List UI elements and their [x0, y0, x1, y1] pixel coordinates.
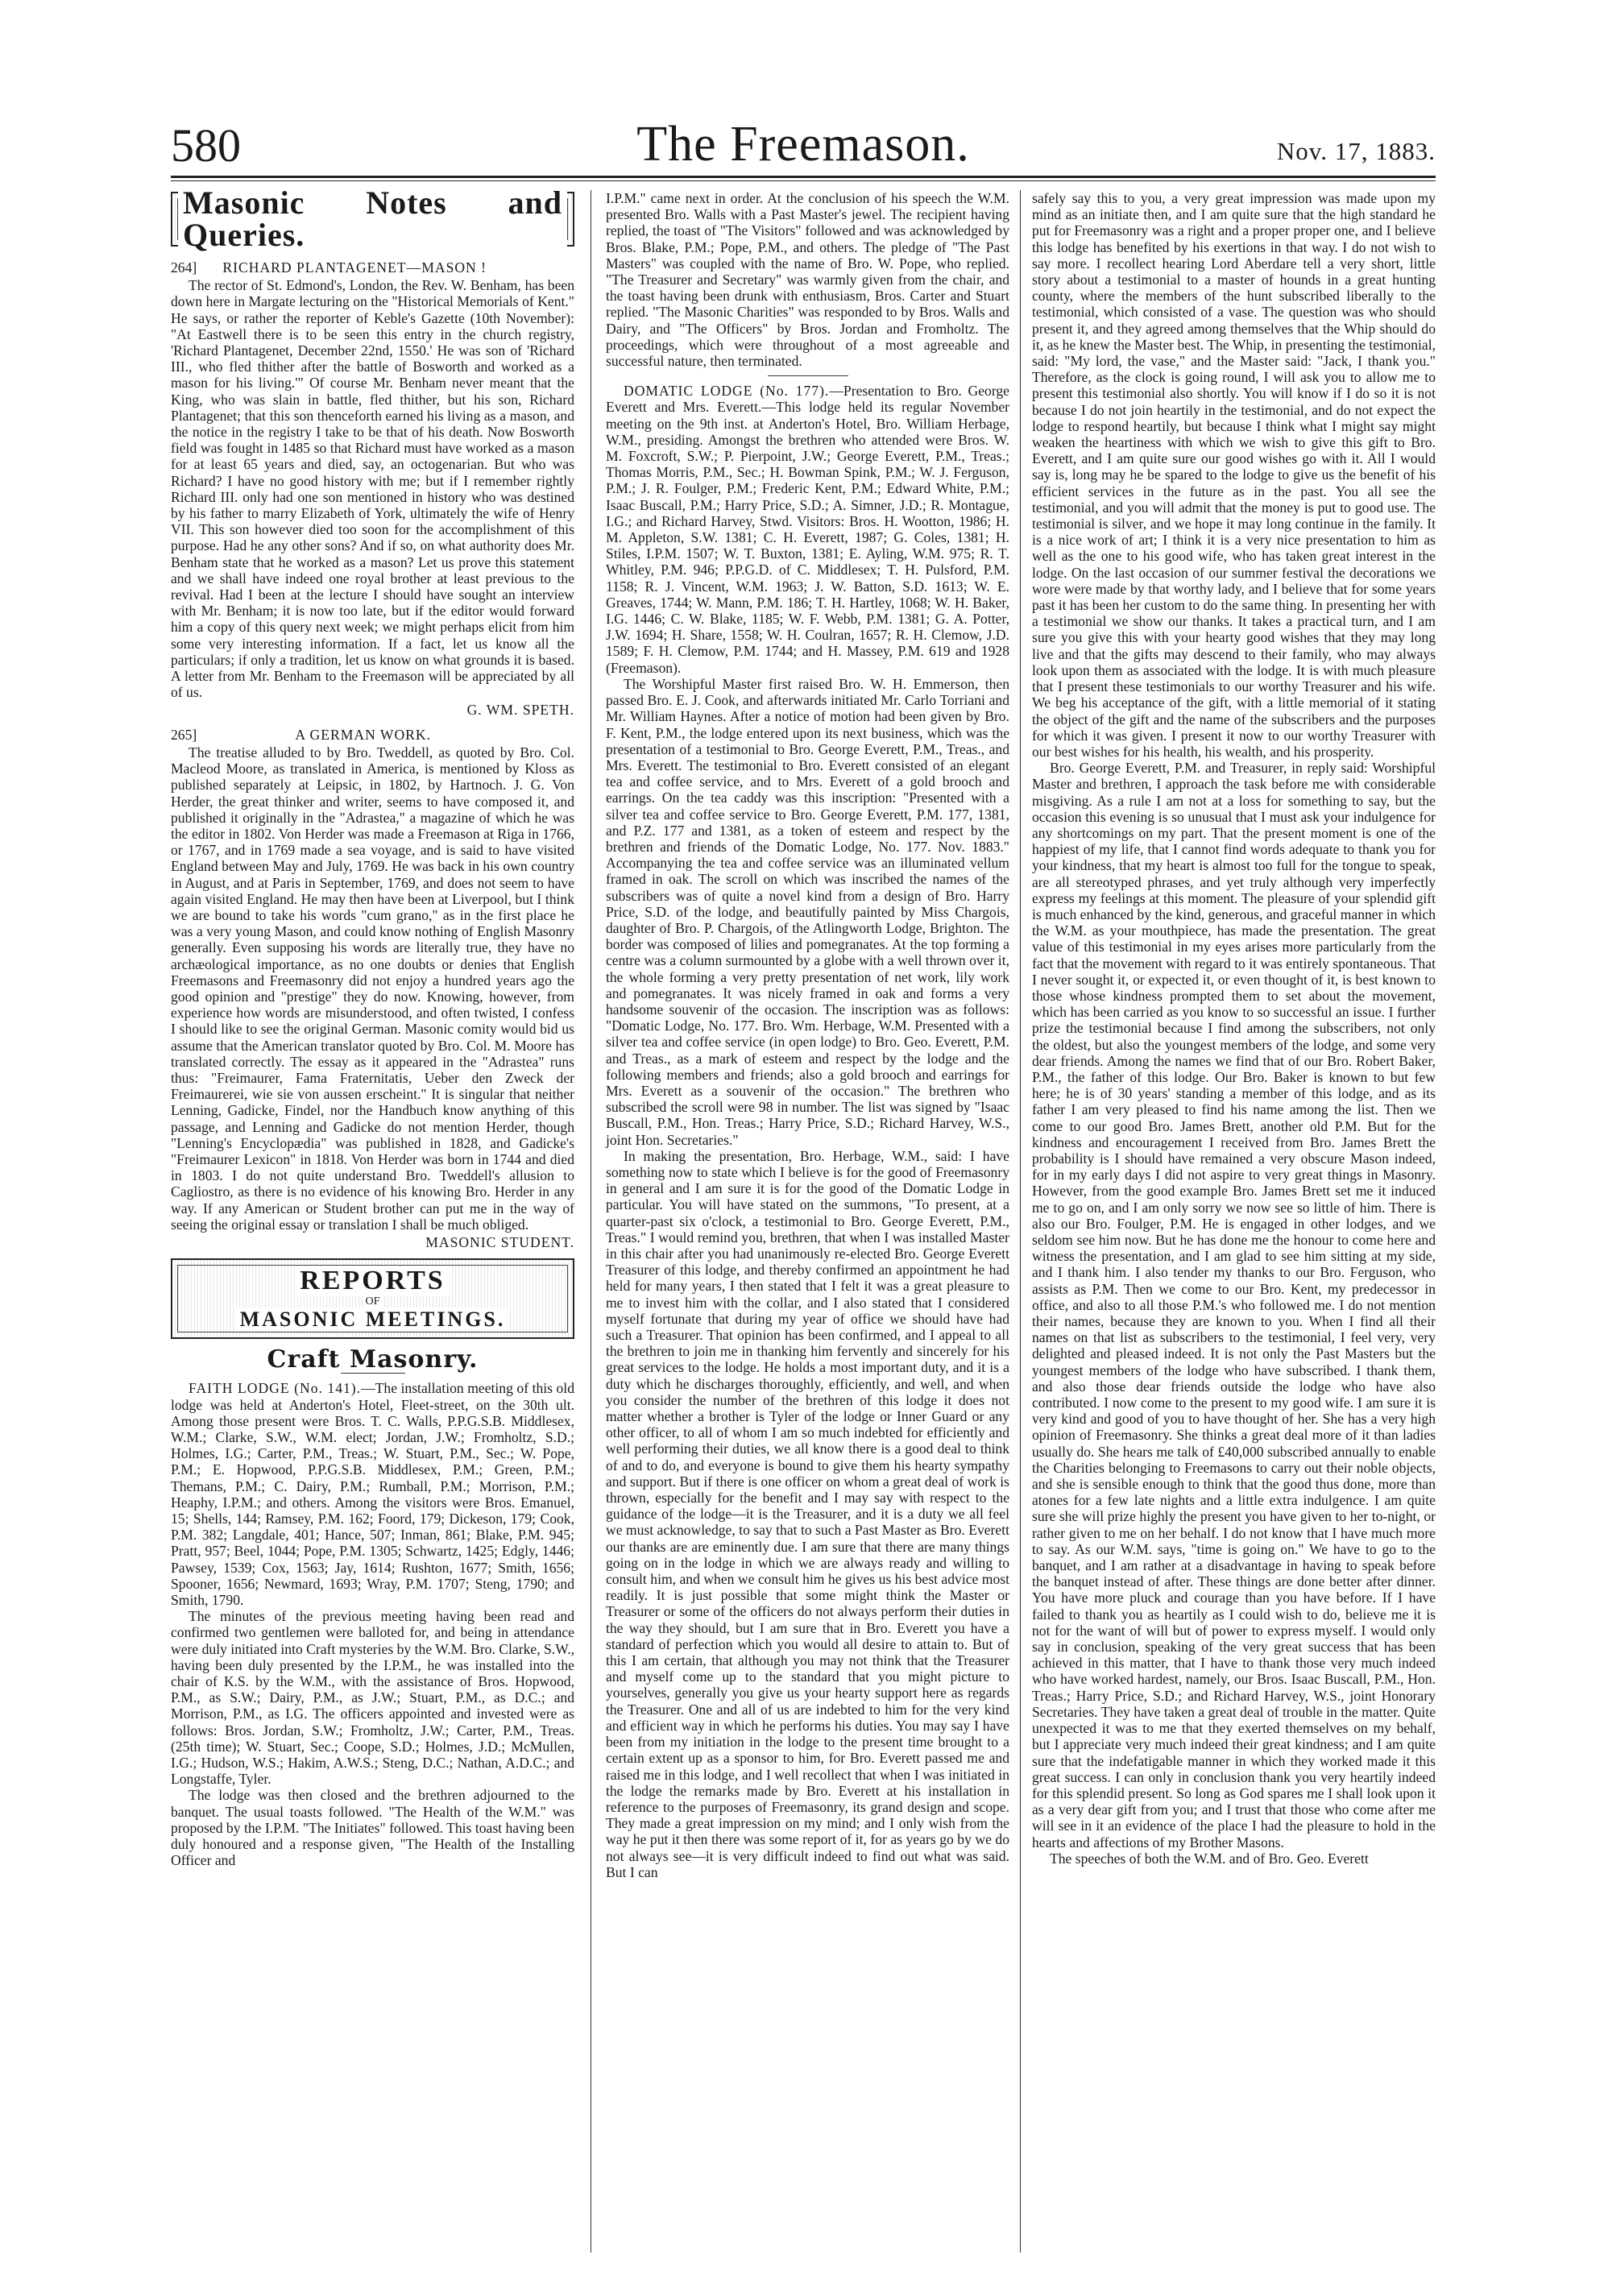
article-paragraph: I.P.M." came next in order. At the conclusion of his speech the W.M. presented Bro. Walls with a Past Master's jewel. The recipient having replied, the toast of "The Visitors" followed and was acknowledged by Bros. Blake, P.M.; Pope, P.M., and others. The pledge of "The Past Masters" was coupled with the name of Bro. W. Pope, who replied. "The Treasurer and Secretary" was warmly given from the chair, and the toast having been drunk with enthusiasm, Bros. Carter and Stuart replied. "The Masonic Charities" was responded to by Bros. Walls and Dairy, and "The Officers" by Bros. Jordan and Fromholtz. The proceedings, which were throughout of a most agreeable and successful nature, then terminated.	[606, 190, 1009, 370]
query-heading	[171, 259, 574, 276]
header-rule	[171, 176, 1436, 178]
banner-of: OF	[363, 1296, 383, 1308]
article-paragraph: The speeches of both the W.M. and of Bro. Geo. Everett	[1050, 1850, 1369, 1867]
article-paragraph: The Worshipful Master first raised Bro. W. H. Emmerson, then passed Bro. E. J. Cook, and afterwards initiated Mr. Carlo Torriani and Mr. William Haynes. After a notice of motion had been given by Bro. F. Kent, P.M., the lodge entered upon its next business, which was the presentation of a testimonial to Bro. George Everett, P.M., Treas., and Mrs. Everett. The testimonial to Bro. Everett consisted of an elegant tea and coffee service, and to Mrs. Everett of a gold brooch and earrings. On the tea caddy was this inscription: "Presented with a silver tea and coffee service to Bro. George Everett, P.M. 177, 1381, and P.Z. 177 and 1381, as a token of esteem and respect by the brethren and friends of the Domatic Lodge, No. 177. Nov. 1883." Accompanying the tea and coffee service was an illuminated vellum framed in oak. The scroll on which was inscribed the names of the subscribers was of quite a novel kind from a design of Bro. Harry Price, S.D. of the lodge, and beautifully painted by Miss Chargois, daughter of Bro. P. Chargois, of the Atlingworth Lodge, Brighton. The border was composed of lilies and pomegranates. At the top forming a centre was a column surmounted by a globe with a well thrown over it, the whole forming a very pretty presentation of net work, lily work and pomegranates. It was nicely framed in oak and forms a very handsome souvenir of the occasion. The inscription was as follows: "Domatic Lodge, No. 177. Bro. Wm. Herbage, W.M. Presented with a silver tea and coffee service (in open lodge) to Bro. Geo. Everett, P.M. and Treas., as a mark of esteem and respect by the lodge and the following members and friends; also a gold brooch and earrings for Mrs. Everett as a souvenir of the occasion." The brethren who subscribed the scroll were 98 in number. The list was signed by "Isaac Buscall, P.M., Hon. Treas.; Harry Price, S.D.; Richard Harvey, W.S., joint Hon. Secretaries."	[606, 675, 1009, 1148]
query-title: RICHARD PLANTAGENET—MASON !	[222, 259, 487, 276]
header-rule-thin	[171, 180, 1436, 181]
article-paragraph: safely say this to you, a very great impression was made upon my mind as an initiate then, and I am quite sure that the high standard he put for Freemasonry was a right and a proper proper one, and I believe this lodge has benefited by his exertions in that way. I do not wish to say more. I recollect hearing Lord Aberdare tell a very short, little story about a testimonial to a master of hounds in a great hunting county, where the members of the hunt subscribed liberally to the testimonial, which consisted of a vase. The question was who should present it, and they agreed among themselves that the Whip should do it, as he knew the Master best. The Whip, in presenting the testimonial, said: "My lord, the vase," and the Master said: "Jack, I thank you." Therefore, as the clock is going round, I will ask you to allow me to present this testimonial also shortly. You will know if I do so it is not because I do not join heartily in the testimonial, and do not expect the lodge to respond heartily, but because I think what I might say might weaken the heartiness with which we wish to give this gift to Bro. Everett, and I am quite sure our good wishes go with it. All I would say is, long may he be spared to the lodge to give us the benefit of his efficient services in the future as in the past. You all see the testimonial, and you will admit that the money is put to good use. The testimonial is silver, and we hope it may long continue in the family. It is a nice work of art; I think it is a very nice presentation to him as well as the one to his good wife, who has taken great interest in the lodge. On the last occasion of our summer festival the decorations we wore were made by that worthy lady, and I believe that for some years past it has been her custom to do the same thing. In presenting her with a testimonial we show our thanks. It takes a practical turn, and I am sure you give this with your hearty good wishes that they may long live and that the gifts may descend to their family, who may always look upon them as associated with the lodge. It is with much pleasure that I present these testimonials to our worthy Treasurer and his wife. We beg his acceptance of the gift, with a little memorial of it stating the object of the gift and the name of the subscribers and the purposes for which it was given. I present it now to our worthy Treasurer with our best wishes for his health, his wealth, and his prosperity.	[1032, 190, 1436, 760]
section-rule	[768, 375, 848, 376]
issue-date: Nov. 17, 1883.	[1276, 137, 1436, 165]
column-1	[171, 184, 574, 1869]
column-2	[606, 190, 1009, 1880]
query-title: A GERMAN WORK.	[295, 726, 432, 743]
article-paragraph: Bro. George Everett, P.M. and Treasurer, in reply said: Worshipful Master and brethren, I approach the task before me with considerable misgiving. As a rule I am not at a loss for something to say, but the occasion this evening is so unusual that I must ask your indulgence for any shortcomings on my part. That the present moment is one of the happiest of my life, that I cannot find words adequate to thank you for your kindness, that my heart is almost too full for the tongue to speak, are all stereotyped phrases, and yet truly although very imperfectly express my feelings at this moment. The pleasure of your splendid gift is much enhanced by the kind, generous, and graceful manner in which the W.M. as your mouthpiece, has made the presentation. The great value of this testimonial in my eyes arises more particularly from the fact that the movement with regard to it was entirely spontaneous. That I never sought it, or expected it, or even thought of it, is best known to those whose kindness prompted them to set about the movement, which has been carried as you know to so successful an issue. I further prize the testimonial because I find among the subscribers, not only the oldest, but also the youngest members of the lodge, and some very dear friends. Among the names we find that of our Bro. Robert Baker, P.M., the father of this lodge. Our Bro. Baker is known to but few here; he is of 30 years' standing a member of this lodge, and as its father I am very pleased to find his name among the list. Then we come to our good Bro. James Brett, another old P.M. But for the kindness and encouragement I received from Bro. James Brett the probability is I should have remained a very obscure Mason indeed, for in my early days I did not aspire to very great things in Masonry. However, from the good example Bro. James Brett set me it induced me to go on, and I am only sorry we now see so little of him. There is also our Bro. Foulger, P.M. He is engaged in other lodges, and we seldom see him now. But he has done me the honour to come here and witness the presentation, and I am glad to see him sitting at my side, and I thank him. I also tender my thanks to our Bro. Ferguson, who assists as P.M. Then we come to our Bro. Kent, my predecessor in office, and also to all those P.M.'s who followed me. I do not mention their names, because they are known to you. When I find all their names on that list as subscribers to the testimonial, I feel very, very delighted and pleased indeed. It is not only the Past Masters but the youngest members of the lodge who have subscribed. I thank them, and also those dear friends outside the lodge who have also contributed. I now come to the present to my good wife. I am sure it is very kind and good of you to have thought of her. She has a very high opinion of Freemasonry. She thinks a great deal more of it than ladies usually do. She hears me talk of £40,000 subscribed annually to enable the Charities belonging to Freemasons to carry out their noble objects, and she is sensible enough to think that the good thus done, more than atones for a few late nights and a little extra indulgence. I am quite sure she will prize highly the present you have given to her to-night, or rather given to me on her behalf. I do not know that I have much more to say. As our W.M. says, "time is going on." We have to go to the banquet, and I am rather at a disadvantage in having to speak before the banquet instead of after. These things are done better after dinner. You have more pluck and courage than you have before. If I have failed to thank you as heartily as I could wish to do, believe me it is not for the want of will but of power to express myself. I would only say in conclusion, speaking of the very great success that has been achieved in this matter, that I have to thank those very much indeed who have worked hardest, namely, our Bros. Isaac Buscall, P.M., Hon. Treas.; Harry Price, S.D.; and Richard Harvey, W.S., joint Honorary Secretaries. They have taken a great deal of trouble in the matter. Quite unexpected it was to me that they exerted themselves on my behalf, but I appreciate very much indeed their great kindness; and I am quite sure that the indefatigable manner in which they worked made it this great success. I can only in conclusion thank you very heartily indeed for this splendid present. So long as God spares me I shall look upon it as a very dear gift from you; and I trust that those who come after me will see in it an evidence of the place I had the pleasure to hold in the hearts and affections of my Brother Masons.	[1032, 760, 1436, 1850]
lodge-name: DOMATIC LODGE (No. 177).	[624, 383, 830, 400]
article-paragraph: The minutes of the previous meeting having been read and confirmed two gentlemen were balloted for, and being in attendance were duly initiated into Craft mysteries by the W.M. Bro. Clarke, S.W., having been duly presented by the I.P.M., he was installed into the chair of K.S. by the W.M., with the assistance of Bros. Hopwood, P.M., as S.W.; Dairy, P.M., as J.W.; Stuart, P.M., as D.C.; and Morrison, P.M., as I.G. The officers appointed and invested were as follows: Bros. Jordan, S.W.; Fromholtz, J.W.; Carter, P.M., Treas. (25th time); W. Stuart, Sec.; Coope, S.D.; Holmes, J.D.; McMullen, I.G.; Hudson, W.S.; Hakim, A.W.S.; Steng, D.C.; Nathan, A.D.C.; and Longstaffe, Tyler.	[171, 1608, 574, 1788]
column-divider	[1020, 190, 1021, 2252]
article-paragraph: The rector of St. Edmond's, London, the Rev. W. Benham, has been down here in Margate lecturing on the "Historical Memorials of Kent." He says, or rather the reporter of Keble's Gazette (10th November): "At Eastwell there is to be seen this entry in the church registry, 'Richard Plantagenet, December 22nd, 1550.' He was son of 'Richard III., who fled thither after the battle of Bosworth and worked as a mason for his living.'" Of course Mr. Benham never meant that the King, who was slain in battle, fled thither, but his son, Richard Plantagenet; that this son thenceforth earned his living as a mason, and the notice in the registry I take to be that of his death. Now Bosworth field was fought in 1485 so that Richard must have worked as a mason for at least 65 years and died, say, an octogenarian. But who was Richard? I have no good history with me; but if I remember rightly Richard III. only had one son mentioned in history who was destined by his father to marry Elizabeth of York, ultimately the wife of Henry VII. This son however died too soon for the accomplishment of this purpose. Had he any other sons? And if so, on what authority does Mr. Benham state that he worked as a mason? Let us prove this statement and we shall have indeed one royal brother at least previous to the revival. Had I been at the lecture I should have sought an interview with Mr. Benham; it is now too late, but if the editor would forward him a copy of this query next week; we might perhaps elicit from him some very interesting information. If a fact, let us know all the particulars; if only a tradition, let us know on what grounds it is based. A letter from Mr. Benham to the Freemason will be appreciated by all of us.	[171, 277, 574, 701]
section-heading: Craft Masonry.	[267, 1345, 479, 1374]
column-3	[1032, 190, 1436, 1867]
page-header	[171, 119, 1436, 182]
signature: G. WM. SPETH.	[466, 702, 574, 719]
lodge-name: FAITH LODGE (No. 141).	[189, 1380, 362, 1397]
query-heading	[171, 727, 574, 743]
reports-banner	[171, 1258, 574, 1339]
article-paragraph: The lodge was then closed and the brethren adjourned to the banquet. The usual toasts followed. "The Health of the W.M." was proposed by the I.P.M. "The Initiates" followed. This toast having been duly honoured and a response given, "The Health of the Installing Officer and	[171, 1787, 574, 1869]
banner-line-2: MASONIC MEETINGS.	[235, 1308, 511, 1332]
lodge-text: —The installation meeting of this old lodge was held at Anderton's Hotel, Fleet-street, on the 30th ult. Among those present were Bros. T. C. Walls, P.P.G.S.B. Middlesex, W.M.; Clarke, S.W., W.M. elect; Jordan, J.W.; Fromholtz, S.D.; Holmes, I.G.; Carter, P.M., Treas.; W. Stuart, P.M., Sec.; W. Pope, P.M.; E. Hopwood, P.P.G.S.B. Middlesex, P.M.; Green, P.M.; Themans, P.M.; C. Dairy, P.M.; Rumball, P.M.; Morrison, P.M.; Heaphy, I.P.M.; and others. Among the visitors were Bros. Emanuel, 15; Shells, 144; Ramsey, P.M. 162; Foord, 179; Dickeson, 179; Cook, P.M. 382; Langdale, 401; Hance, 507; Inman, 861; Blake, P.M. 945; Pratt, 957; Beel, 1044; Pope, P.M. 1305; Schwartz, 1425; Edgly, 1446; Pawsey, 1539; Cox, 1563; Jay, 1614; Rushton, 1677; Smith, 1656; Spooner, 1656; Newmard, 1693; Wray, P.M. 1707; Steng, 1790; and Smith, 1790.	[171, 1380, 574, 1609]
lodge-text: —Presentation to Bro. George Everett and Mrs. Everett.—This lodge held its regular November meeting on the 9th inst. at Anderton's Hotel, Bro. William Herbage, W.M., presiding. Amongst the brethren who attended were Bros. W. M. Foxcroft, S.W.; P. Pierpoint, J.W.; George Everett, P.M., Treas.; Thomas Morris, P.M., Sec.; H. Bowman Spink, P.M.; W. J. Ferguson, P.M.; J. R. Foulger, P.M.; Frederic Kent, P.M.; Edward White, P.M.; Isaac Buscall, P.M.; Harry Price, S.D.; A. Simner, J.D.; R. Montague, I.G.; and Richard Harvey, Stwd. Visitors: Bros. H. Wootton, 1986; H. M. Appleton, S.W. 1381; C. H. Everett, 1987; G. Coles, 1381; H. Stiles, I.P.M. 1507; W. T. Buxton, 1381; E. Ayling, W.M. 975; R. T. Whitley, P.M. 946; P.P.G.D. of C. Middlesex; T. H. Pulsford, P.M. 1158; R. J. Vincent, W.M. 1963; J. W. Batton, S.D. 1613; W. E. Greaves, 1744; W. Mann, P.M. 186; T. H. Hartley, 1068; W. H. Baker, I.G. 1446; C. W. Blake, 1185; W. F. Webb, P.M. 1381; G. A. Potter, J.W. 1694; H. Share, 1558; W. H. Coulran, 1657; R. H. Clemow, J.D. 1589; F. H. Clemow, P.M. 1744; and H. Massey, P.M. 619 and 1928 (Freemason).	[606, 383, 1009, 676]
signature: MASONIC STUDENT.	[425, 1233, 574, 1250]
banner-line-1: REPORTS	[295, 1266, 450, 1296]
masthead-title: The Freemason.	[636, 117, 970, 172]
banner-title: Masonic Notes and Queries.	[178, 187, 567, 251]
query-number: 265]	[171, 726, 197, 743]
notes-and-queries-banner	[171, 184, 574, 253]
article-paragraph: In making the presentation, Bro. Herbage, W.M., said: I have something now to state which I believe is for the good of Freemasonry in general and I am sure it is for the good of the Domatic Lodge in particular. You will have stated on the summons, "To present, at a quarter-past six o'clock, a testimonial to Bro. George Everett, P.M., Treas." I would remind you, brethren, that when I was installed Master in this chair after you had unanimously re-elected Bro. George Everett Treasurer of this lodge, and thereby confirmed an appointment he had held for many years, I then stated that I felt it was a great pleasure to me to invest him with the collar, and I also stated that I considered myself fortunate that during my year of office we should have had such a Treasurer. That opinion has been confirmed, and I appeal to all the brethren to join me in thanking him fervently and sincerely for his great services to the lodge. He holds a most important duty, and it is a duty which he discharges thoroughly, efficiently, and well, and when you consider the number of the brethren of this lodge it does not matter whether a brother is Tyler of the lodge or Inner Guard or any other officer, to all of whom I am so much indebted for efficiently and well performing their duties, we all know there is a good deal to think of and to do, and everyone is bound to give them his hearty sympathy and support. But if there is one officer on whom a great deal of work is thrown, especially for the benefit and I may say with respect to the guidance of the lodge—it is the Treasurer, and it is a duty we all feel we must acknowledge, to say that to such a Past Master as Bro. Everett our thanks are are eminently due. I am sure that there are many things going on in the lodge in which we are always ready and willing to consult him, and when we consult him he gives us his best advice most readily. It is just possible that some might think the Master or Treasurer or some of the officers do not always perform their duties in the way they should, but I am sure that in Bro. Everett you have a standard of perfection which you would all desire to attain to. But of this I am certain, that although you may not think that the Treasurer and myself come up to the standard that you might picture to yourselves, generally you give us your hearty support here as regards the Treasurer. One and all of us are indebted to him for the very kind and efficient way in which he performs his duties. You may say I have been from my initiation in the lodge to the present time brought to a certain extent up as a sponsor to him, for Bro. Everett passed me and raised me in this lodge, and I well recollect that when I was initiated in the lodge the remarks made by Bro. Everett at his installation in reference to the purposes of Freemasonry, its grand design and scope. They made a great impression on my mind; and I only wish from the way he put it then there was some report of it, for as years go by we do not always see—it is very difficult indeed to find out what was said. But I can	[606, 1147, 1009, 1880]
article-paragraph	[171, 1380, 574, 1608]
article-paragraph: The treatise alluded to by Bro. Tweddell, as quoted by Bro. Col. Macleod Moore, as translated in America, is mentioned by Kloss as published separately at Leipsic, in 1802, by Hartnoch. J. G. Von Herder, the great thinker and writer, seems to have composed it, and published it originally in the "Adrastea," a magazine of which he was the editor in 1802. Von Herder was made a Freemason at Riga in 1766, or 1767, and in 1769 made a sea voyage, and is said to have visited England between May and July, 1769. He was back in his own country in August, and at Paris in September, 1769, and does not seem to have again visited England. He may then have been at Liverpool, but I think we are bound to take his words "cum grano," as in the first place he was a very young Mason, and could know nothing of English Masonry generally. Even supposing his words are literally true, they have no archæological importance, as no one doubts or denies that English Freemasons and Freemasonry did not enjoy a hundred years ago the good opinion and "prestige" they do now. Knowing, however, from experience how words are misunderstood, and often twisted, I confess I should like to see the original German. Masonic comity would bid us assume that the American translator quoted by Bro. Col. M. Moore has translated correctly. The essay as it appeared in the "Adrastea" runs thus: "Freimaurer, Fama Fraternitatis, Ueber den Zweck der Freimaurerei, wie sie von aussen erscheint." It is singular that neither Lenning, Gadicke, Findel, nor the Handbuch know anything of this passage, and Lenning and Gadicke do not mention Herder, though "Lenning's Encyclopædia" was published in 1828, and Gadicke's "Freimaurer Lexicon" in 1818. Von Herder was born in 1744 and died in 1803. I do not quite understand Bro. Tweddell's allusion to Cagliostro, as there is no evidence of his knowing Bro. Herder in any way. If any American or Student brother can put me in the way of seeing the original essay or translation I shall be much obliged.	[171, 744, 574, 1233]
query-number: 264]	[171, 259, 197, 276]
page-number: 580	[171, 119, 241, 172]
article-paragraph	[606, 383, 1009, 676]
